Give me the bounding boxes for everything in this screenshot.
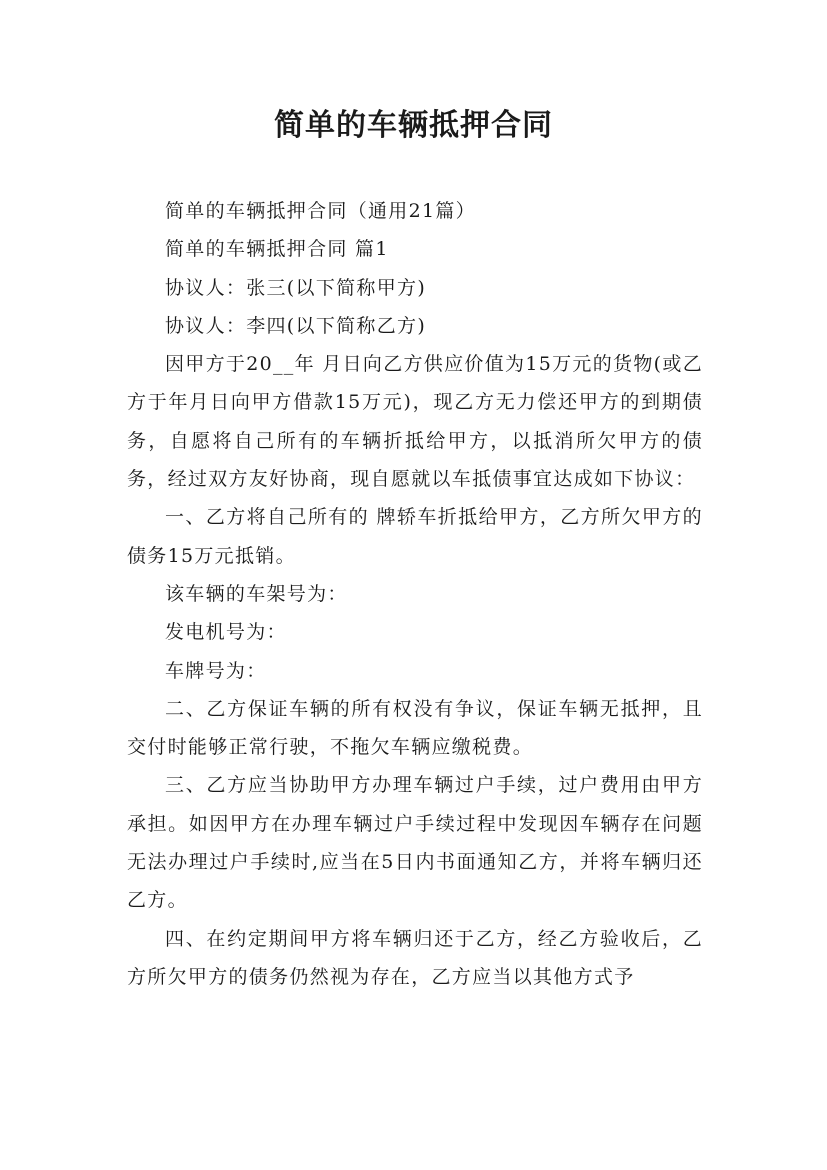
paragraph-vin: 该车辆的车架号为：: [165, 582, 348, 605]
paragraph-clause-2: 二、乙方保证车辆的所有权没有争议，保证车辆无抵押，且交付时能够正常行驶，不拖欠车辆应缴税费。: [127, 697, 703, 759]
paragraph-section-heading: 简单的车辆抵押合同 篇1: [165, 238, 389, 261]
document-body: [127, 192, 703, 996]
paragraph-clause-4: 四、在约定期间甲方将车辆归还于乙方，经乙方验收后，乙方所欠甲方的债务仍然视为存在，乙方应当以其他方式予: [127, 927, 703, 988]
paragraph-clause-3: 三、乙方应当协助甲方办理车辆过户手续，过户费用由甲方承担。如因甲方在办理车辆过户手续过程中发现因车辆存在问题无法办理过户手续时,应当在5日内书面通知乙方，并将车辆归还乙方。: [127, 774, 703, 912]
paragraph-background: 因甲方于20__年 月日向乙方供应价值为15万元的货物(或乙方于年月日向甲方借款15万元)，现乙方无力偿还甲方的到期债务，自愿将自己所有的车辆折抵给甲方，以抵消所欠甲方的债务，经过双方友好协商，现自愿就以车抵债事宜达成如下协议：: [127, 353, 703, 491]
paragraph-plate-number: 车牌号为：: [165, 659, 267, 682]
paragraph-clause-1: 一、乙方将自己所有的 牌轿车折抵给甲方，乙方所欠甲方的债务15万元抵销。: [127, 506, 703, 567]
paragraph-engine-number: 发电机号为：: [165, 621, 287, 644]
paragraph-party-a: 协议人：张三(以下简称甲方): [165, 276, 427, 299]
paragraph-party-b: 协议人：李四(以下简称乙方): [165, 314, 427, 337]
document-title: 简单的车辆抵押合同: [274, 108, 553, 143]
paragraph-subtitle: 简单的车辆抵押合同（通用21篇）: [165, 200, 476, 222]
